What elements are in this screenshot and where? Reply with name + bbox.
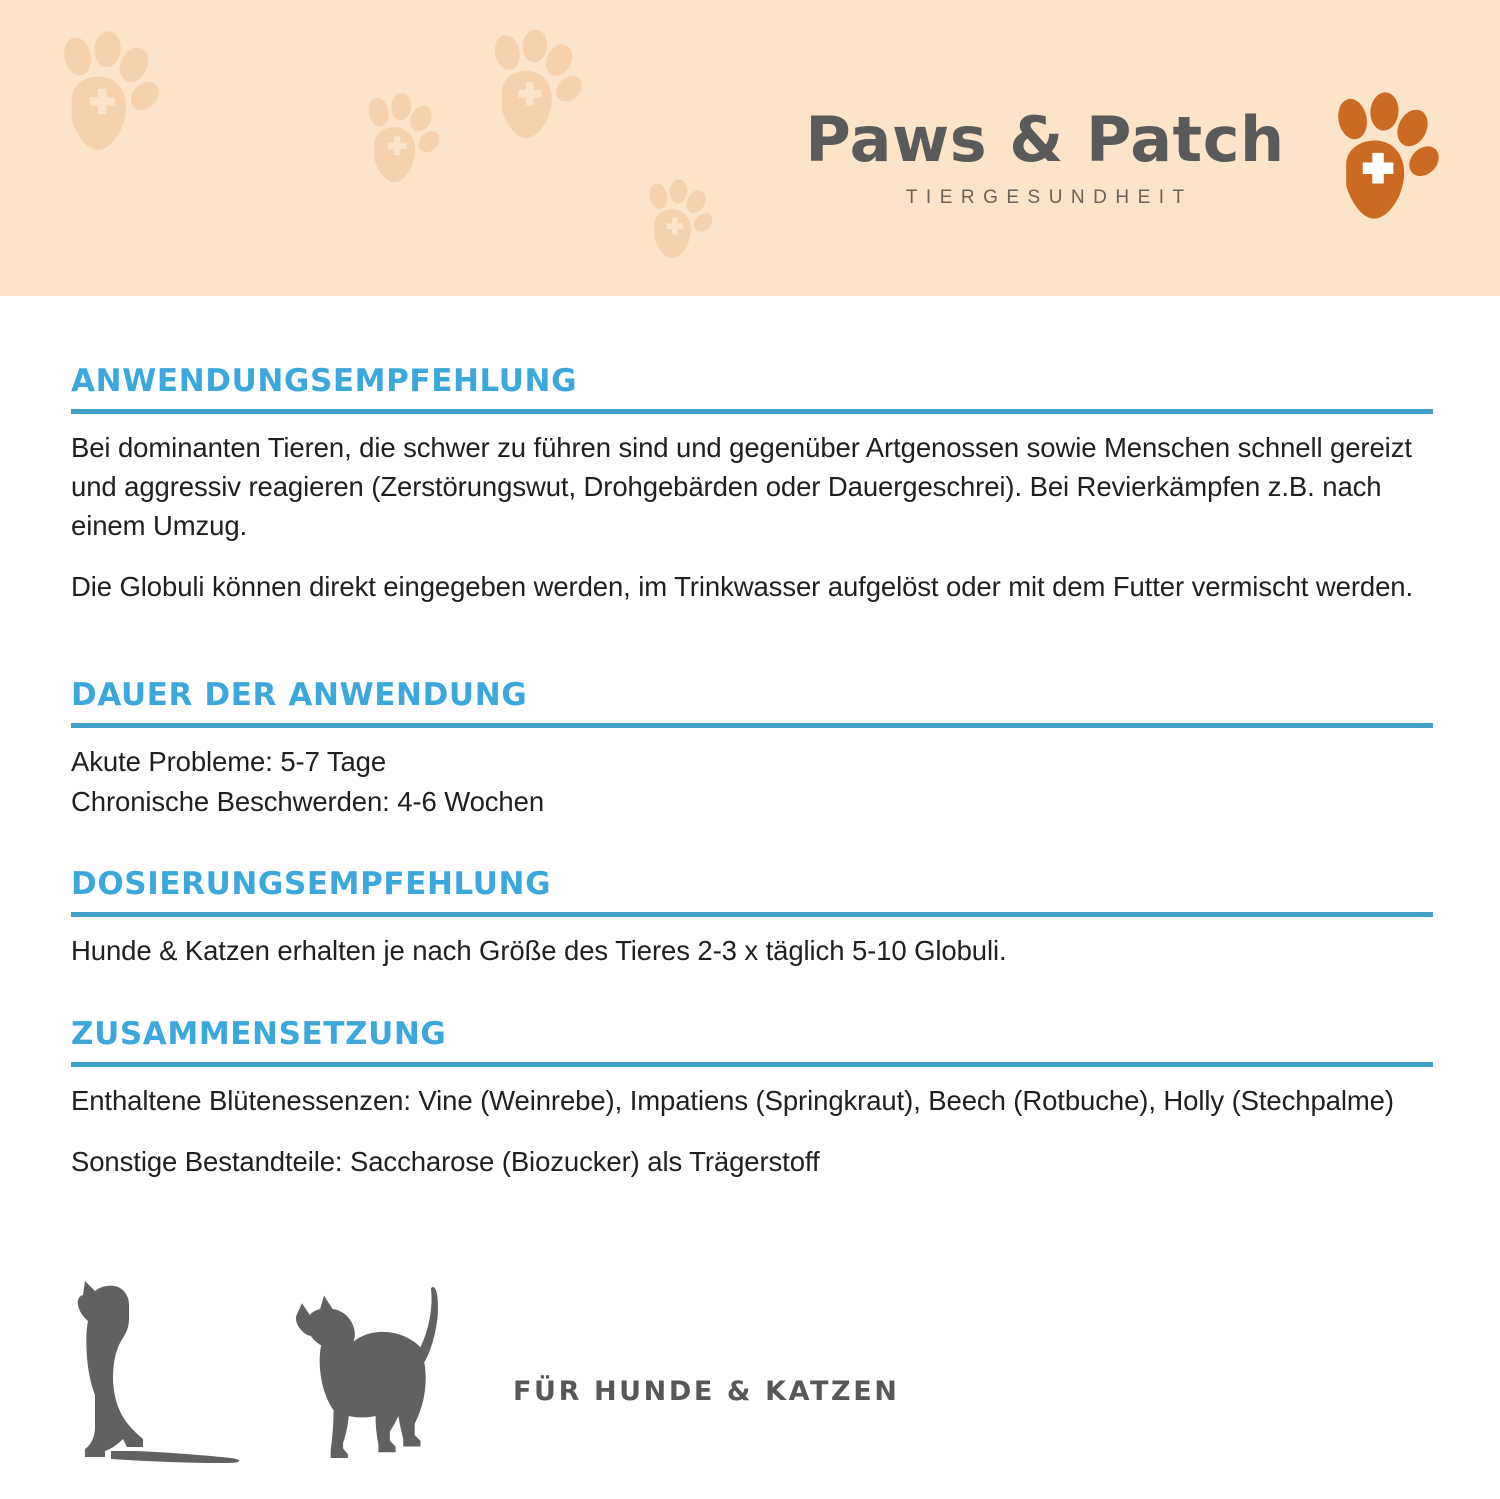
section-title: DAUER DER ANWENDUNG	[71, 677, 528, 713]
paragraph: Hunde & Katzen erhalten je nach Größe des Tieres 2-3 x täglich 5-10 Globuli.	[71, 935, 1007, 966]
page-footer	[71, 1255, 1433, 1465]
paragraph: Bei dominanten Tieren, die schwer zu führen sind und gegenüber Artgenossen sowie Menschen schnell gereizt und aggressiv reagieren (Zerstörungswut, Drohgebärden oder Dauergeschrei). Bei Revierkämpfen z.B. nach einem Umzug.	[71, 432, 1412, 542]
paragraph: Sonstige Bestandteile: Saccharose (Biozucker) als Trägerstoff	[71, 1146, 820, 1178]
cat-sitting-silhouette	[71, 1275, 247, 1465]
paragraph: Die Globuli können direkt eingegeben werden, im Trinkwasser aufgelöst oder mit dem Futter vermischt werden.	[71, 571, 1414, 603]
section-anwendungsempfehlung	[71, 363, 1433, 606]
brand-tagline: TIERGESUNDHEIT	[905, 186, 1193, 208]
section-dosierungsempfehlung	[71, 866, 1433, 970]
section-zusammensetzung	[71, 1016, 1433, 1181]
section-dauer-der-anwendung	[71, 677, 1433, 822]
animal-silhouettes	[71, 1265, 451, 1465]
background-paw-icon	[640, 178, 720, 263]
background-paw-icon	[358, 92, 448, 187]
section-body	[71, 1081, 1433, 1181]
background-paw-icon	[50, 30, 170, 156]
section-divider	[71, 723, 1433, 728]
section-divider	[71, 912, 1433, 917]
footer-caption: FÜR HUNDE & KATZEN	[513, 1376, 900, 1407]
background-paw-icon	[482, 28, 592, 144]
duration-line: Akute Probleme: 5-7 Tage	[71, 746, 387, 777]
brand-wordmark: Paws & Patch	[805, 103, 1285, 177]
page-header	[0, 0, 1500, 296]
duration-line: Chronische Beschwerden: 4-6 Wochen	[71, 785, 545, 817]
section-divider	[71, 409, 1433, 414]
section-title: ZUSAMMENSETZUNG	[71, 1016, 447, 1052]
paragraph: Enthaltene Blütenessenzen: Vine (Weinrebe), Impatiens (Springkraut), Beech (Rotbuche), Holly (Stechpalme)	[71, 1085, 1394, 1116]
cat-standing-silhouette	[281, 1283, 451, 1463]
brand-logo-text	[795, 103, 1295, 208]
section-body	[71, 931, 1433, 970]
paw-with-cross-icon	[1321, 91, 1453, 225]
section-title: DOSIERUNGSEMPFEHLUNG	[71, 866, 552, 902]
brand-logo	[795, 88, 1455, 228]
section-title: ANWENDUNGSEMPFEHLUNG	[71, 363, 578, 399]
section-body	[71, 742, 1433, 822]
section-body	[71, 428, 1433, 606]
section-divider	[71, 1062, 1433, 1067]
